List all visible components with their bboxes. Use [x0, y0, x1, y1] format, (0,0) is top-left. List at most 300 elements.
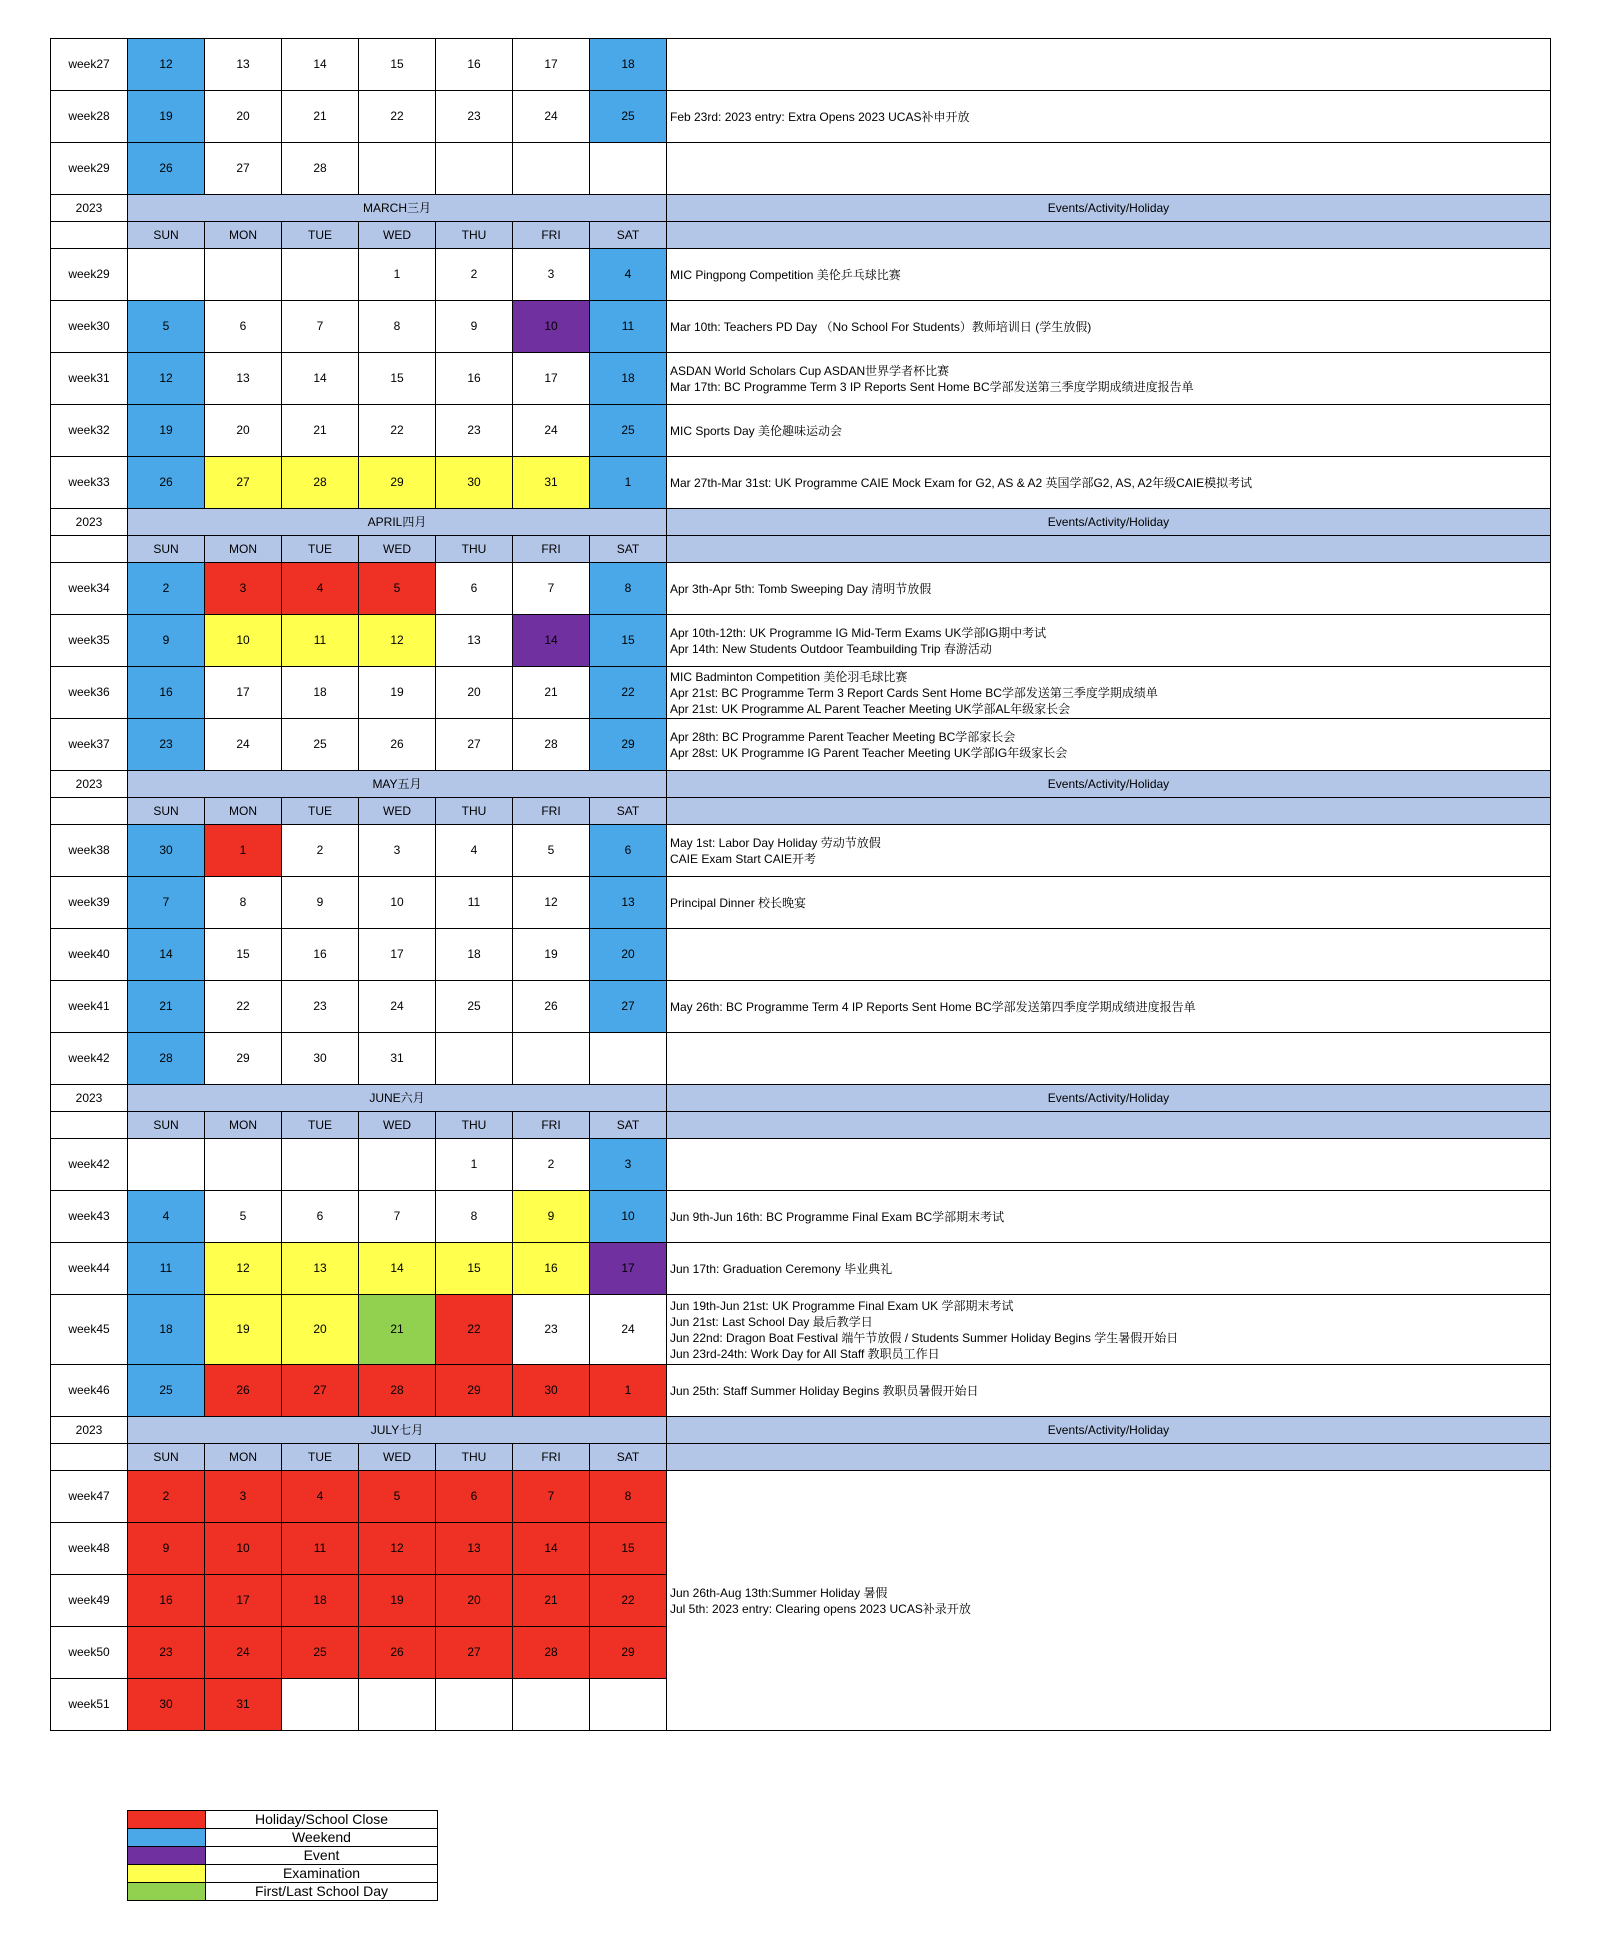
day-cell-sat: 29 [590, 719, 667, 771]
day-cell-mon: 24 [205, 719, 282, 771]
day-cell-sun: 18 [128, 1295, 205, 1365]
week-label: week37 [51, 719, 128, 771]
day-cell-fri: 24 [513, 405, 590, 457]
day-cell-sat [590, 143, 667, 195]
weekday-header-sun: SUN [128, 536, 205, 563]
day-cell-thu: 18 [436, 929, 513, 981]
day-cell-sat: 11 [590, 301, 667, 353]
event-line: MIC Sports Day 美伦趣味运动会 [670, 423, 843, 438]
day-cell-tue: 4 [282, 1471, 359, 1523]
day-cell-fri: 26 [513, 981, 590, 1033]
day-cell-thu: 16 [436, 353, 513, 405]
event-line: MIC Badminton Competition 美伦羽毛球比赛 [670, 669, 908, 684]
day-cell-thu: 1 [436, 1139, 513, 1191]
day-cell-mon: 27 [205, 143, 282, 195]
week-row [51, 719, 1551, 771]
week-row [51, 563, 1551, 615]
day-cell-thu: 27 [436, 719, 513, 771]
week-row [51, 249, 1551, 301]
year-label: 2023 [51, 771, 128, 798]
day-cell-wed: 26 [359, 719, 436, 771]
events-cell [667, 353, 1551, 405]
event-line: CAIE Exam Start CAIE开考 [670, 851, 817, 866]
week-label: week42 [51, 1033, 128, 1085]
day-cell-fri: 30 [513, 1365, 590, 1417]
day-cell-sat: 1 [590, 1365, 667, 1417]
day-cell-fri: 14 [513, 1523, 590, 1575]
event-line: Jun 23rd-24th: Work Day for All Staff 教职员工作日 [670, 1346, 940, 1361]
event-line: Apr 10th-12th: UK Programme IG Mid-Term Exams UK学部IG期中考试 [670, 625, 1047, 640]
day-cell-tue: 27 [282, 1365, 359, 1417]
week-label: week30 [51, 301, 128, 353]
week-label: week44 [51, 1243, 128, 1295]
week-row [51, 1365, 1551, 1417]
weekday-header-mon: MON [205, 1444, 282, 1471]
event-line: Jun 26th-Aug 13th:Summer Holiday 暑假 [670, 1585, 888, 1600]
week-label: week45 [51, 1295, 128, 1365]
day-cell-sun: 26 [128, 143, 205, 195]
day-cell-mon: 13 [205, 39, 282, 91]
week-label: week35 [51, 615, 128, 667]
day-cell-tue: 14 [282, 353, 359, 405]
day-cell-sat: 10 [590, 1191, 667, 1243]
events-header-blank [667, 1444, 1551, 1471]
day-cell-sat: 4 [590, 249, 667, 301]
day-cell-sun: 11 [128, 1243, 205, 1295]
day-cell-sun: 16 [128, 667, 205, 719]
legend-label: Weekend [206, 1829, 438, 1847]
day-cell-wed: 1 [359, 249, 436, 301]
events-header-blank [667, 222, 1551, 249]
day-cell-fri: 24 [513, 91, 590, 143]
day-cell-sun [128, 249, 205, 301]
week-label: week36 [51, 667, 128, 719]
day-cell-wed [359, 1679, 436, 1731]
events-column-title: Events/Activity/Holiday [667, 509, 1551, 536]
weekday-header-wed: WED [359, 798, 436, 825]
day-cell-mon: 17 [205, 1575, 282, 1627]
weekday-header-mon: MON [205, 222, 282, 249]
event-line: Mar 27th-Mar 31st: UK Programme CAIE Mock Exam for G2, AS & A2 英国学部G2, AS, A2年级CAIE模拟考试 [670, 475, 1253, 490]
week-label: week46 [51, 1365, 128, 1417]
day-cell-tue: 11 [282, 1523, 359, 1575]
day-cell-wed: 26 [359, 1627, 436, 1679]
day-cell-fri: 9 [513, 1191, 590, 1243]
weekday-header-sat: SAT [590, 1112, 667, 1139]
weekday-header-tue: TUE [282, 222, 359, 249]
week-row [51, 1139, 1551, 1191]
week-label: week34 [51, 563, 128, 615]
event-line: Jun 19th-Jun 21st: UK Programme Final Exam UK 学部期末考试 [670, 1298, 1014, 1313]
day-cell-sat: 22 [590, 1575, 667, 1627]
week-row [51, 1295, 1551, 1365]
day-cell-tue: 20 [282, 1295, 359, 1365]
events-cell [667, 405, 1551, 457]
events-column-title: Events/Activity/Holiday [667, 1417, 1551, 1444]
week-row [51, 981, 1551, 1033]
day-cell-mon: 3 [205, 563, 282, 615]
day-cell-thu: 15 [436, 1243, 513, 1295]
day-cell-sat: 3 [590, 1139, 667, 1191]
events-cell [667, 457, 1551, 509]
day-cell-wed: 7 [359, 1191, 436, 1243]
week-label: week43 [51, 1191, 128, 1243]
week-row [51, 91, 1551, 143]
week-row [51, 1471, 1551, 1523]
event-line: Jun 25th: Staff Summer Holiday Begins 教职员暑假开始日 [670, 1383, 979, 1398]
day-cell-mon: 5 [205, 1191, 282, 1243]
events-cell [667, 615, 1551, 667]
day-cell-tue: 28 [282, 457, 359, 509]
day-cell-sun: 5 [128, 301, 205, 353]
weekday-header-tue: TUE [282, 1444, 359, 1471]
events-cell [667, 719, 1551, 771]
day-cell-tue: 21 [282, 91, 359, 143]
year-label: 2023 [51, 195, 128, 222]
day-cell-tue: 28 [282, 143, 359, 195]
month-header-row [51, 771, 1551, 798]
legend-swatch [128, 1883, 206, 1901]
day-cell-wed [359, 143, 436, 195]
day-cell-mon: 3 [205, 1471, 282, 1523]
legend-row [128, 1865, 438, 1883]
event-line: Apr 21st: UK Programme AL Parent Teacher Meeting UK学部AL年级家长会 [670, 701, 1071, 716]
day-cell-fri: 5 [513, 825, 590, 877]
day-cell-sun: 23 [128, 1627, 205, 1679]
legend-row [128, 1811, 438, 1829]
day-cell-fri: 19 [513, 929, 590, 981]
event-line: Jun 21st: Last School Day 最后教学日 [670, 1314, 873, 1329]
weekday-header-row [51, 798, 1551, 825]
day-cell-fri [513, 1033, 590, 1085]
weekday-header-sun: SUN [128, 222, 205, 249]
legend-swatch [128, 1847, 206, 1865]
day-cell-fri: 7 [513, 563, 590, 615]
day-cell-fri: 21 [513, 1575, 590, 1627]
day-cell-fri: 28 [513, 1627, 590, 1679]
day-cell-sat: 25 [590, 405, 667, 457]
day-cell-sun: 14 [128, 929, 205, 981]
day-cell-fri: 12 [513, 877, 590, 929]
day-cell-thu: 27 [436, 1627, 513, 1679]
day-cell-mon: 15 [205, 929, 282, 981]
legend-label: Event [206, 1847, 438, 1865]
weekday-header-sat: SAT [590, 536, 667, 563]
week-label: week32 [51, 405, 128, 457]
week-row [51, 1243, 1551, 1295]
day-cell-wed: 22 [359, 405, 436, 457]
day-cell-sun: 12 [128, 39, 205, 91]
weekday-header-blank [51, 798, 128, 825]
week-label: week50 [51, 1627, 128, 1679]
day-cell-wed: 28 [359, 1365, 436, 1417]
day-cell-thu: 22 [436, 1295, 513, 1365]
day-cell-mon: 8 [205, 877, 282, 929]
day-cell-tue: 14 [282, 39, 359, 91]
legend-body [128, 1811, 438, 1901]
day-cell-wed: 19 [359, 1575, 436, 1627]
day-cell-fri: 17 [513, 39, 590, 91]
day-cell-wed: 5 [359, 563, 436, 615]
day-cell-fri: 14 [513, 615, 590, 667]
week-label: week31 [51, 353, 128, 405]
weekday-header-sun: SUN [128, 1444, 205, 1471]
weekday-header-blank [51, 1444, 128, 1471]
day-cell-mon [205, 1139, 282, 1191]
events-cell [667, 39, 1551, 91]
day-cell-thu: 6 [436, 1471, 513, 1523]
day-cell-sat: 29 [590, 1627, 667, 1679]
weekday-header-mon: MON [205, 536, 282, 563]
day-cell-tue: 16 [282, 929, 359, 981]
day-cell-tue: 25 [282, 1627, 359, 1679]
day-cell-sat [590, 1679, 667, 1731]
events-cell [667, 91, 1551, 143]
year-label: 2023 [51, 1085, 128, 1112]
week-label: week33 [51, 457, 128, 509]
day-cell-thu: 23 [436, 91, 513, 143]
events-column-title: Events/Activity/Holiday [667, 1085, 1551, 1112]
month-header-row [51, 195, 1551, 222]
day-cell-wed: 15 [359, 39, 436, 91]
weekday-header-fri: FRI [513, 1112, 590, 1139]
day-cell-sun: 30 [128, 825, 205, 877]
legend-swatch [128, 1811, 206, 1829]
week-label: week40 [51, 929, 128, 981]
day-cell-thu: 11 [436, 877, 513, 929]
events-cell [667, 301, 1551, 353]
day-cell-thu [436, 143, 513, 195]
week-row [51, 457, 1551, 509]
day-cell-thu [436, 1033, 513, 1085]
day-cell-mon: 6 [205, 301, 282, 353]
day-cell-thu: 20 [436, 1575, 513, 1627]
day-cell-sun: 19 [128, 405, 205, 457]
day-cell-mon: 17 [205, 667, 282, 719]
event-line: Jun 9th-Jun 16th: BC Programme Final Exam BC学部期末考试 [670, 1209, 1005, 1224]
day-cell-fri [513, 143, 590, 195]
day-cell-wed: 15 [359, 353, 436, 405]
weekday-header-fri: FRI [513, 1444, 590, 1471]
day-cell-mon: 12 [205, 1243, 282, 1295]
weekday-header-wed: WED [359, 536, 436, 563]
events-cell [667, 1295, 1551, 1365]
day-cell-sun: 21 [128, 981, 205, 1033]
weekday-header-wed: WED [359, 222, 436, 249]
day-cell-thu: 13 [436, 1523, 513, 1575]
day-cell-tue: 9 [282, 877, 359, 929]
day-cell-mon: 24 [205, 1627, 282, 1679]
day-cell-mon: 26 [205, 1365, 282, 1417]
day-cell-sat: 6 [590, 825, 667, 877]
weekday-header-row [51, 536, 1551, 563]
events-cell [667, 929, 1551, 981]
events-cell [667, 1191, 1551, 1243]
day-cell-sat: 17 [590, 1243, 667, 1295]
day-cell-fri: 23 [513, 1295, 590, 1365]
day-cell-mon: 1 [205, 825, 282, 877]
week-label: week28 [51, 91, 128, 143]
day-cell-wed: 17 [359, 929, 436, 981]
day-cell-mon [205, 249, 282, 301]
week-label: week39 [51, 877, 128, 929]
day-cell-tue [282, 249, 359, 301]
day-cell-mon: 10 [205, 1523, 282, 1575]
event-line: Feb 23rd: 2023 entry: Extra Opens 2023 UCAS补申开放 [670, 109, 970, 124]
month-header-row [51, 1417, 1551, 1444]
day-cell-thu: 25 [436, 981, 513, 1033]
legend-label: First/Last School Day [206, 1883, 438, 1901]
day-cell-mon: 20 [205, 91, 282, 143]
day-cell-fri: 21 [513, 667, 590, 719]
day-cell-tue [282, 1679, 359, 1731]
day-cell-thu: 20 [436, 667, 513, 719]
weekday-header-thu: THU [436, 1444, 513, 1471]
events-cell [667, 825, 1551, 877]
weekday-header-fri: FRI [513, 536, 590, 563]
day-cell-fri: 31 [513, 457, 590, 509]
year-label: 2023 [51, 1417, 128, 1444]
day-cell-thu: 30 [436, 457, 513, 509]
week-label: week47 [51, 1471, 128, 1523]
day-cell-sat: 18 [590, 39, 667, 91]
weekday-header-sat: SAT [590, 222, 667, 249]
weekday-header-sun: SUN [128, 1112, 205, 1139]
event-line: MIC Pingpong Competition 美伦乒乓球比赛 [670, 267, 901, 282]
day-cell-wed: 8 [359, 301, 436, 353]
event-line: Apr 28th: BC Programme Parent Teacher Meeting BC学部家长会 [670, 729, 1016, 744]
events-column-title: Events/Activity/Holiday [667, 771, 1551, 798]
day-cell-sun: 19 [128, 91, 205, 143]
events-cell [667, 667, 1551, 719]
event-line: Mar 10th: Teachers PD Day （No School For Students）教师培训日 (学生放假) [670, 319, 1092, 334]
day-cell-wed: 14 [359, 1243, 436, 1295]
day-cell-thu [436, 1679, 513, 1731]
event-line: ASDAN World Scholars Cup ASDAN世界学者杯比赛 [670, 363, 950, 378]
event-line: Jun 17th: Graduation Ceremony 毕业典礼 [670, 1261, 893, 1276]
day-cell-wed: 10 [359, 877, 436, 929]
day-cell-fri: 10 [513, 301, 590, 353]
week-row [51, 353, 1551, 405]
weekday-header-tue: TUE [282, 1112, 359, 1139]
day-cell-tue: 21 [282, 405, 359, 457]
day-cell-fri: 7 [513, 1471, 590, 1523]
event-line: Jun 22nd: Dragon Boat Festival 端午节放假 / Students Summer Holiday Begins 学生暑假开始日 [670, 1330, 1179, 1345]
legend-swatch [128, 1829, 206, 1847]
day-cell-wed: 22 [359, 91, 436, 143]
day-cell-thu: 6 [436, 563, 513, 615]
day-cell-sat: 8 [590, 1471, 667, 1523]
day-cell-sat: 24 [590, 1295, 667, 1365]
month-title: MAY五月 [128, 771, 667, 798]
weekday-header-thu: THU [436, 222, 513, 249]
school-calendar-table [50, 38, 1551, 1731]
weekday-header-sat: SAT [590, 798, 667, 825]
day-cell-sun: 4 [128, 1191, 205, 1243]
day-cell-sun: 23 [128, 719, 205, 771]
legend-swatch [128, 1865, 206, 1883]
week-label: week51 [51, 1679, 128, 1731]
day-cell-tue: 18 [282, 1575, 359, 1627]
day-cell-mon: 19 [205, 1295, 282, 1365]
weekday-header-row [51, 1112, 1551, 1139]
legend-row [128, 1829, 438, 1847]
day-cell-sat: 8 [590, 563, 667, 615]
weekday-header-sun: SUN [128, 798, 205, 825]
week-row [51, 1033, 1551, 1085]
day-cell-sun: 28 [128, 1033, 205, 1085]
week-label: week41 [51, 981, 128, 1033]
day-cell-tue: 6 [282, 1191, 359, 1243]
events-cell [667, 1139, 1551, 1191]
day-cell-tue: 11 [282, 615, 359, 667]
legend-label: Holiday/School Close [206, 1811, 438, 1829]
day-cell-fri: 16 [513, 1243, 590, 1295]
event-line: Jul 5th: 2023 entry: Clearing opens 2023 UCAS补录开放 [670, 1601, 971, 1616]
day-cell-sat: 27 [590, 981, 667, 1033]
weekday-header-thu: THU [436, 798, 513, 825]
weekday-header-thu: THU [436, 1112, 513, 1139]
weekday-header-tue: TUE [282, 798, 359, 825]
event-line: Apr 3th-Apr 5th: Tomb Sweeping Day 清明节放假 [670, 581, 932, 596]
weekday-header-wed: WED [359, 1444, 436, 1471]
day-cell-fri: 2 [513, 1139, 590, 1191]
day-cell-tue: 7 [282, 301, 359, 353]
legend-row [128, 1847, 438, 1865]
weekday-header-wed: WED [359, 1112, 436, 1139]
week-row [51, 877, 1551, 929]
weekday-header-blank [51, 536, 128, 563]
day-cell-sun: 16 [128, 1575, 205, 1627]
week-label: week49 [51, 1575, 128, 1627]
legend-label: Examination [206, 1865, 438, 1883]
weekday-header-mon: MON [205, 1112, 282, 1139]
weekday-header-thu: THU [436, 536, 513, 563]
day-cell-wed [359, 1139, 436, 1191]
week-label: week48 [51, 1523, 128, 1575]
week-row [51, 143, 1551, 195]
week-row [51, 301, 1551, 353]
week-row [51, 39, 1551, 91]
day-cell-mon: 31 [205, 1679, 282, 1731]
month-title: MARCH三月 [128, 195, 667, 222]
week-label: week27 [51, 39, 128, 91]
week-row [51, 667, 1551, 719]
day-cell-sat: 1 [590, 457, 667, 509]
day-cell-sun: 26 [128, 457, 205, 509]
events-cell [667, 877, 1551, 929]
day-cell-sat: 25 [590, 91, 667, 143]
day-cell-sat: 22 [590, 667, 667, 719]
event-line: May 1st: Labor Day Holiday 劳动节放假 [670, 835, 881, 850]
events-column-title: Events/Activity/Holiday [667, 195, 1551, 222]
weekday-header-tue: TUE [282, 536, 359, 563]
day-cell-wed: 12 [359, 615, 436, 667]
day-cell-thu: 16 [436, 39, 513, 91]
day-cell-sat: 15 [590, 1523, 667, 1575]
day-cell-tue: 30 [282, 1033, 359, 1085]
legend-row [128, 1883, 438, 1901]
events-cell [667, 981, 1551, 1033]
event-line: Principal Dinner 校长晚宴 [670, 895, 807, 910]
day-cell-thu: 29 [436, 1365, 513, 1417]
day-cell-thu: 13 [436, 615, 513, 667]
weekday-header-sat: SAT [590, 1444, 667, 1471]
day-cell-wed: 3 [359, 825, 436, 877]
day-cell-sat: 13 [590, 877, 667, 929]
events-header-blank [667, 798, 1551, 825]
event-line: Apr 21st: BC Programme Term 3 Report Cards Sent Home BC学部发送第三季度学期成绩单 [670, 685, 1158, 700]
